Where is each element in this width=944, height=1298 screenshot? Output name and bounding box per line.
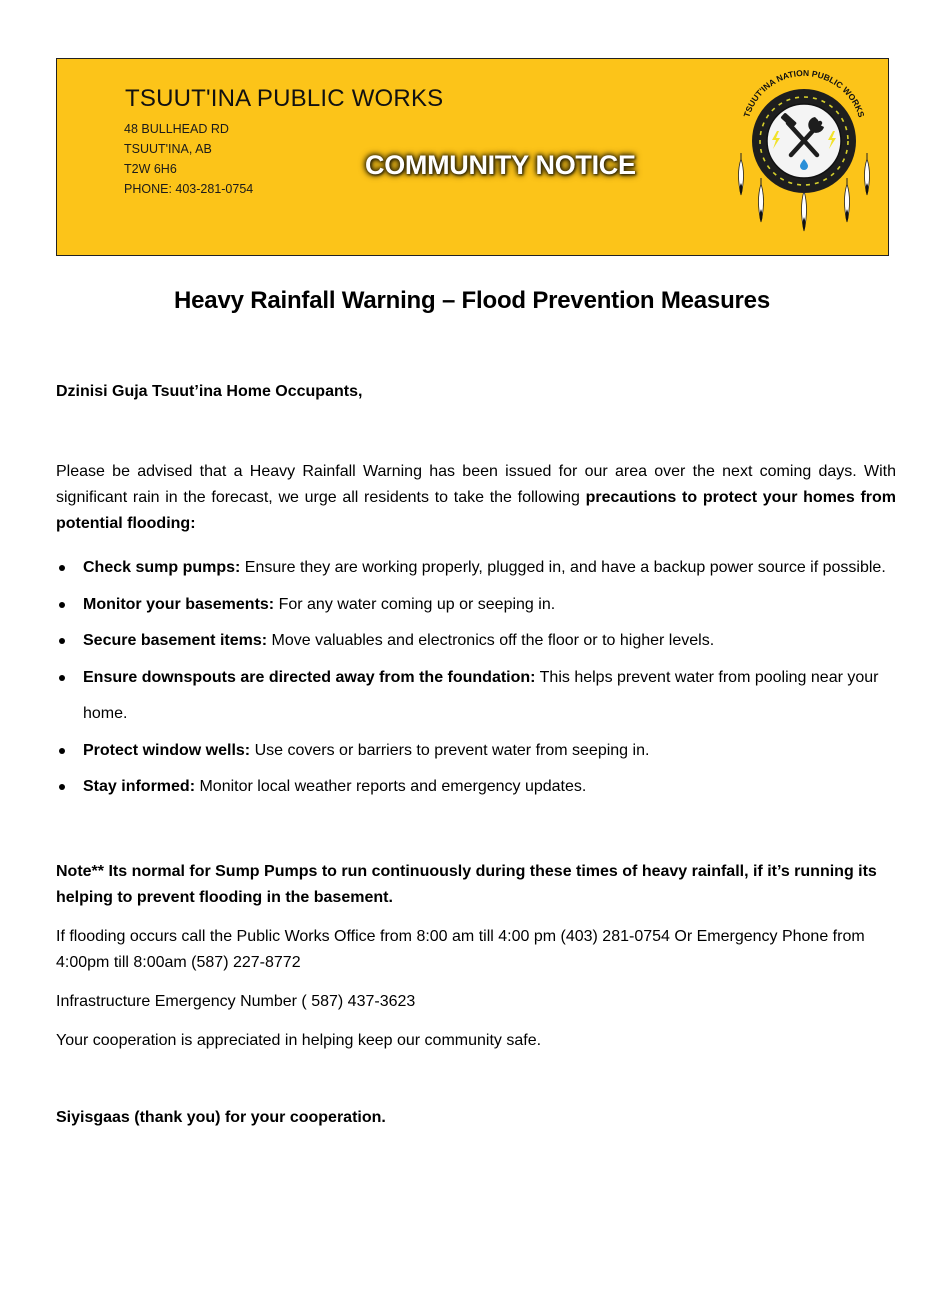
bullet-icon: [59, 748, 65, 754]
precaution-label: Secure basement items:: [83, 632, 268, 649]
page-title: Heavy Rainfall Warning – Flood Prevention Measures: [174, 287, 770, 314]
list-item: [56, 587, 886, 624]
address-postal-code: T2W 6H6: [124, 162, 177, 176]
precaution-label: Ensure downspouts are directed away from the foundation:: [83, 668, 536, 686]
address-phone: PHONE: 403-281-0754: [124, 182, 254, 196]
intro-bold-text: precautions to protect your homes from potential flooding:: [56, 489, 896, 532]
address-street: 48 BULLHEAD RD: [124, 122, 229, 136]
precaution-label: Check sump pumps:: [83, 559, 241, 576]
list-item: [56, 733, 886, 770]
bullet-icon: [59, 638, 65, 644]
bullet-icon: [59, 565, 65, 571]
infrastructure-emergency-number: Infrastructure Emergency Number ( 587) 437-3623: [56, 993, 416, 1010]
precautions-list: [56, 550, 886, 806]
precaution-text: Use covers or barriers to prevent water from seeping in.: [250, 741, 650, 759]
list-item: [56, 769, 886, 806]
community-notice-label: COMMUNITY NOTICE: [365, 150, 636, 180]
salutation: Dzinisi Guja Tsuut’ina Home Occupants,: [56, 383, 363, 400]
list-item: [56, 660, 886, 733]
precaution-label: Stay informed:: [83, 778, 196, 795]
precaution-text: Move valuables and electronics off the floor or to higher levels.: [267, 632, 715, 649]
precaution-label: Monitor your basements:: [83, 595, 275, 613]
public-works-logo-icon: [729, 63, 879, 248]
precaution-text: For any water coming up or seeping in.: [274, 595, 556, 613]
cooperation-statement: Your cooperation is appreciated in helping keep our community safe.: [56, 1032, 542, 1049]
bullet-icon: [59, 675, 65, 681]
intro-paragraph: [56, 459, 896, 537]
closing-thanks: Siyisgaas (thank you) for your cooperation.: [56, 1109, 386, 1126]
address-city: TSUUT'INA, AB: [124, 142, 212, 156]
list-item: [56, 623, 886, 660]
precaution-text: Monitor local weather reports and emergency updates.: [195, 778, 587, 795]
intro-text: Please be advised that a Heavy Rainfall Warning has been issued for our area over the next coming days. With significant rain in the forecast, we urge all residents to take the following: [56, 463, 896, 506]
precaution-text: This helps prevent water from pooling near your home.: [83, 668, 879, 722]
precaution-text: Ensure they are working properly, plugged in, and have a backup power source if possible.: [240, 559, 886, 576]
svg-text:TSUUT'INA NATION PUBLIC WORKS: TSUUT'INA NATION PUBLIC WORKS: [741, 67, 867, 119]
contact-info-paragraph: If flooding occurs call the Public Works Office from 8:00 am till 4:00 pm (403) 281-0754 Or Emergency Phone from 4:00pm till 8:00am (587) 227-8772: [56, 928, 865, 971]
organization-name: TSUUT'INA PUBLIC WORKS: [125, 85, 444, 112]
precaution-label: Protect window wells:: [83, 741, 251, 759]
bullet-icon: [59, 784, 65, 790]
bullet-icon: [59, 602, 65, 608]
sump-pump-note: Note** Its normal for Sump Pumps to run continuously during these times of heavy rainfall, if it’s running its helping to prevent flooding in the basement.: [56, 863, 877, 906]
list-item: [56, 550, 886, 587]
header-banner: [56, 58, 889, 256]
